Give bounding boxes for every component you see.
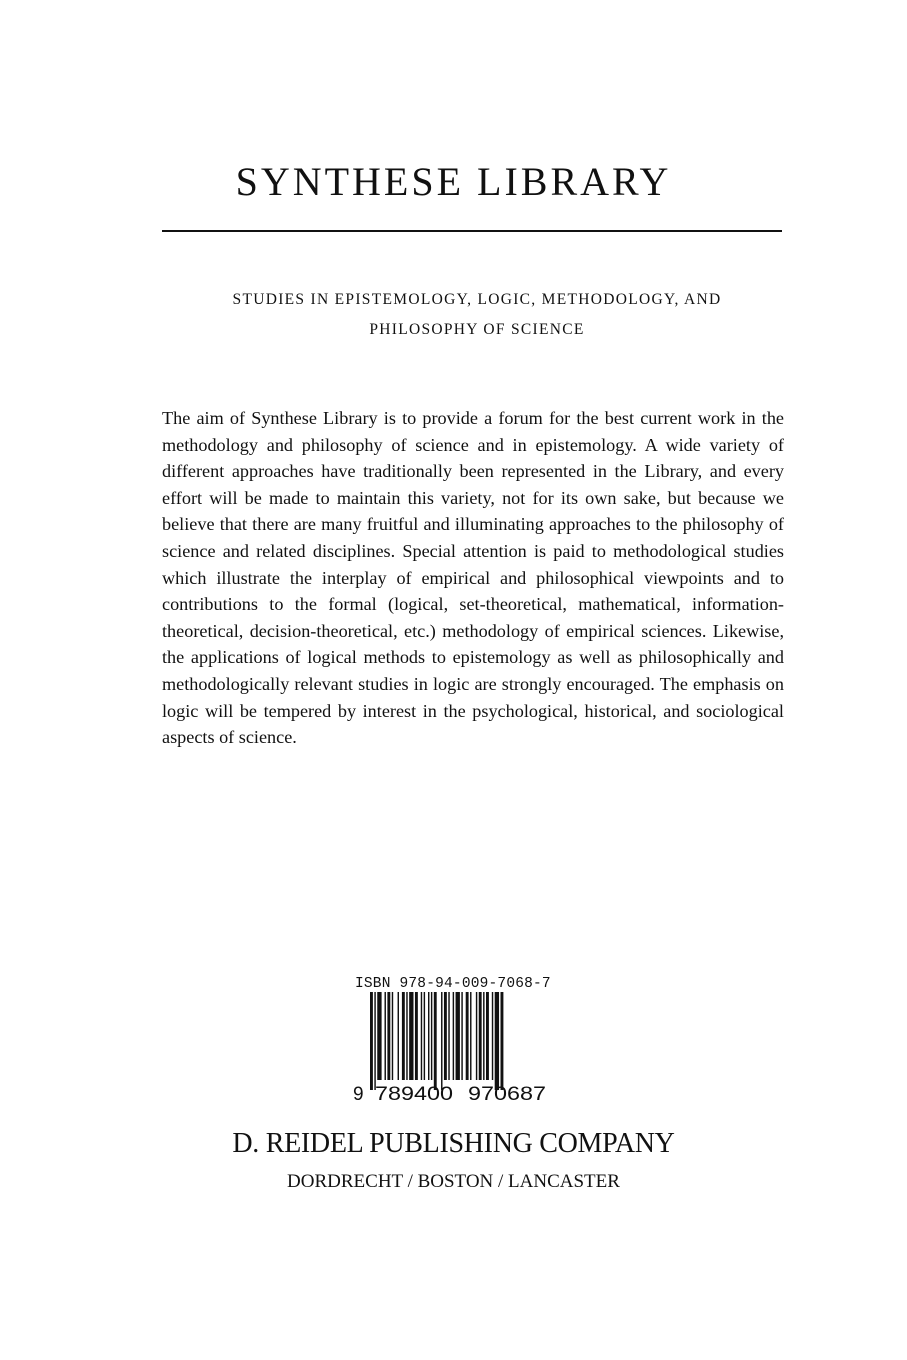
publisher-name: D. REIDEL PUBLISHING COMPANY <box>232 1128 675 1159</box>
barcode-bar <box>444 992 447 1080</box>
subtitle-line-1: STUDIES IN EPISTEMOLOGY, LOGIC, METHODOLOGY, AND <box>232 291 722 308</box>
barcode-bar <box>428 992 429 1080</box>
barcode-bar <box>492 992 493 1080</box>
barcode-bar <box>398 992 399 1080</box>
barcode-bar <box>377 992 381 1080</box>
barcode-bar <box>385 992 386 1080</box>
barcode-bar <box>466 992 469 1080</box>
barcode-bar <box>434 992 437 1090</box>
series-aim-paragraph: The aim of Synthese Library is to provide a forum for the best current work in the methodology and philosophy of science and in epistemology. A wide variety of different approaches have traditionally been represented in the Library, and every effort will be made to maintain this variety, not for its own sake, but because we believe that there are many fruitful and illuminating approaches to the philosophy of science and related disciplines. Special attention is paid to methodological studies which illustrate the interplay of empirical and philosophical viewpoints and to contributions to the formal (logical, set-theoretical, mathematical, information-theoretical, decision-theoretical, etc.) methodology of empirical sciences. Likewise, the applications of logical methods to epistemology as well as philosophically and methodologically relevant studies in logic are strongly encouraged. The emphasis on logic will be tempered by interest in the psychological, historical, and sociological aspects of science. <box>162 408 784 748</box>
barcode-bar <box>501 992 504 1090</box>
barcode-bar <box>456 992 460 1080</box>
barcode-bar <box>402 992 405 1080</box>
subtitle-line-2: PHILOSOPHY OF SCIENCE <box>369 321 585 338</box>
barcode-bar <box>476 992 477 1080</box>
barcode-bar <box>370 992 373 1090</box>
isbn-barcode <box>353 992 558 1105</box>
barcode-digits-right: 970687 <box>468 1084 546 1105</box>
barcode-bar <box>461 992 462 1080</box>
barcode-bar <box>483 992 484 1080</box>
barcode-bars <box>370 992 503 1090</box>
barcode-bar <box>470 992 471 1080</box>
barcode-bar <box>409 992 413 1080</box>
barcode-bar <box>486 992 489 1080</box>
series-title: SYNTHESE LIBRARY <box>235 159 672 204</box>
barcode-bar <box>448 992 449 1080</box>
barcode-digit-first: 9 <box>353 1084 364 1105</box>
publisher-cities: DORDRECHT / BOSTON / LANCASTER <box>287 1171 620 1192</box>
series-subtitle <box>162 285 792 345</box>
barcode-bar <box>374 992 375 1090</box>
barcode-bar <box>479 992 482 1080</box>
barcode-bar <box>406 992 407 1080</box>
barcode-bar <box>421 992 422 1080</box>
title-rule <box>162 230 782 232</box>
barcode-bar <box>387 992 390 1080</box>
barcode-bar <box>415 992 418 1080</box>
barcode-bar <box>424 992 425 1080</box>
barcode-bar <box>453 992 454 1080</box>
barcode-bar <box>441 992 442 1090</box>
barcode-bar <box>431 992 432 1080</box>
barcode-digits-left: 789400 <box>375 1084 453 1105</box>
barcode-bar <box>392 992 393 1080</box>
isbn-label: ISBN 978-94-009-7068-7 <box>355 976 551 992</box>
barcode-bar <box>495 992 499 1090</box>
